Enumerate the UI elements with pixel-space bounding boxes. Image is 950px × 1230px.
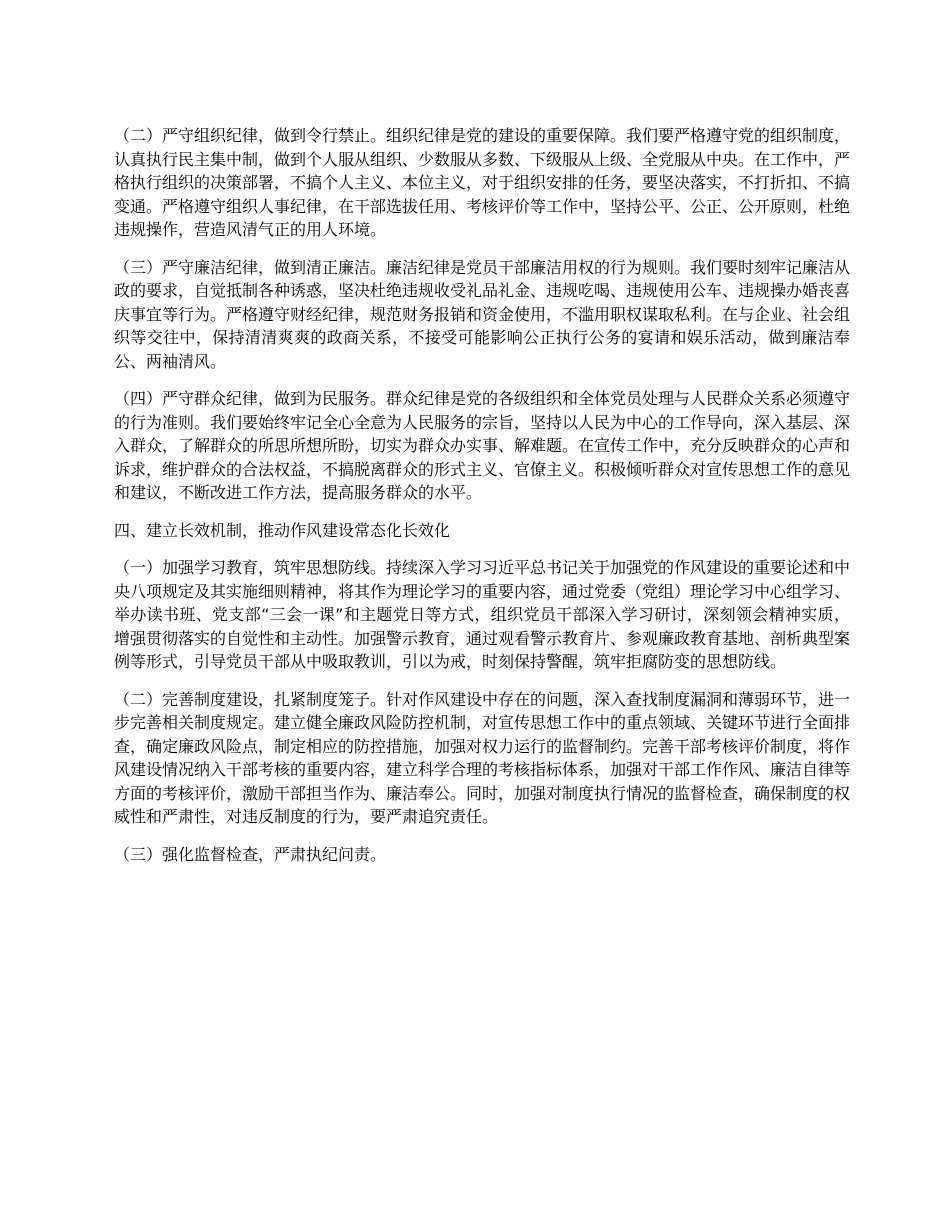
paragraph-system-building: （二）完善制度建设，扎紧制度笼子。针对作风建设中存在的问题，深入查找制度漏洞和薄弱环节，进一步完善相关制度规定。建立健全廉政风险防控机制，对宣传思想工作中的重点领域、关键环节进行全面排查，确定廉政风险点，制定相应的防控措施，加强对权力运行的监督制约。完善干部考核评价制度，将作风建设情况纳入干部考核的重要内容，建立科学合理的考核指标体系，加强对干部工作作风、廉洁自律等方面的考核评价，激励干部担当作为、廉洁奉公。同时，加强对制度执行情况的监督检查，确保制度的权威性和严肃性，对违反制度的行为，要严肃追究责任。 [114,689,851,826]
paragraph-mass-discipline: （四）严守群众纪律，做到为民服务。群众纪律是党的各级组织和全体党员处理与人民群众关系必须遵守的行为准则。我们要始终牢记全心全意为人民服务的宗旨，坚持以人民为中心的工作导向，深入基层、深入群众，了解群众的所思所想所盼，切实为群众办实事、解难题。在宣传工作中，充分反映群众的心声和诉求，维护群众的合法权益，不搞脱离群众的形式主义、官僚主义。积极倾听群众对宣传思想工作的意见和建议，不断改进工作方法，提高服务群众的水平。 [114,389,851,502]
section-heading-long-term-mechanism: 四、建立长效机制，推动作风建设常态化长效化 [114,520,451,540]
paragraph-organization-discipline: （二）严守组织纪律，做到令行禁止。组织纪律是党的建设的重要保障。我们要严格遵守党的组织制度，认真执行民主集中制，做到个人服从组织、少数服从多数、下级服从上级、全党服从中央。在工作中，严格执行组织的决策部署，不搞个人主义、本位主义，对于组织安排的任务，要坚决落实，不打折扣、不搞变通。严格遵守组织人事纪律，在干部选拔任用、考核评价等工作中，坚持公平、公正、公开原则，杜绝违规操作，营造风清气正的用人环境。 [114,126,851,239]
paragraph-supervision-inspection: （三）强化监督检查，严肃执纪问责。 [114,844,387,864]
paragraph-integrity-discipline: （三）严守廉洁纪律，做到清正廉洁。廉洁纪律是党员干部廉洁用权的行为规则。我们要时刻牢记廉洁从政的要求，自觉抵制各种诱惑，坚决杜绝违规收受礼品礼金、违规吃喝、违规使用公车、违规操办婚丧喜庆事宜等行为。严格遵守财经纪律，规范财务报销和资金使用，不滥用职权谋取私利。在与企业、社会组织等交往中，保持清清爽爽的政商关系，不接受可能影响公正执行公务的宴请和娱乐活动，做到廉洁奉公、两袖清风。 [114,257,851,371]
paragraph-study-education: （一）加强学习教育，筑牢思想防线。持续深入学习习近平总书记关于加强党的作风建设的重要论述和中央八项规定及其实施细则精神，将其作为理论学习的重要内容，通过党委（党组）理论学习中心组学习、举办读书班、党支部“三会一课”和主题党日等方式，组织党员干部深入学习研讨，深刻领会精神实质，增强贯彻落实的自觉性和主动性。加强警示教育，通过观看警示教育片、参观廉政教育基地、剖析典型案例等形式，引导党员干部从中吸取教训，引以为戒，时刻保持警醒，筑牢拒腐防变的思想防线。 [114,558,851,671]
document-body [114,124,850,880]
